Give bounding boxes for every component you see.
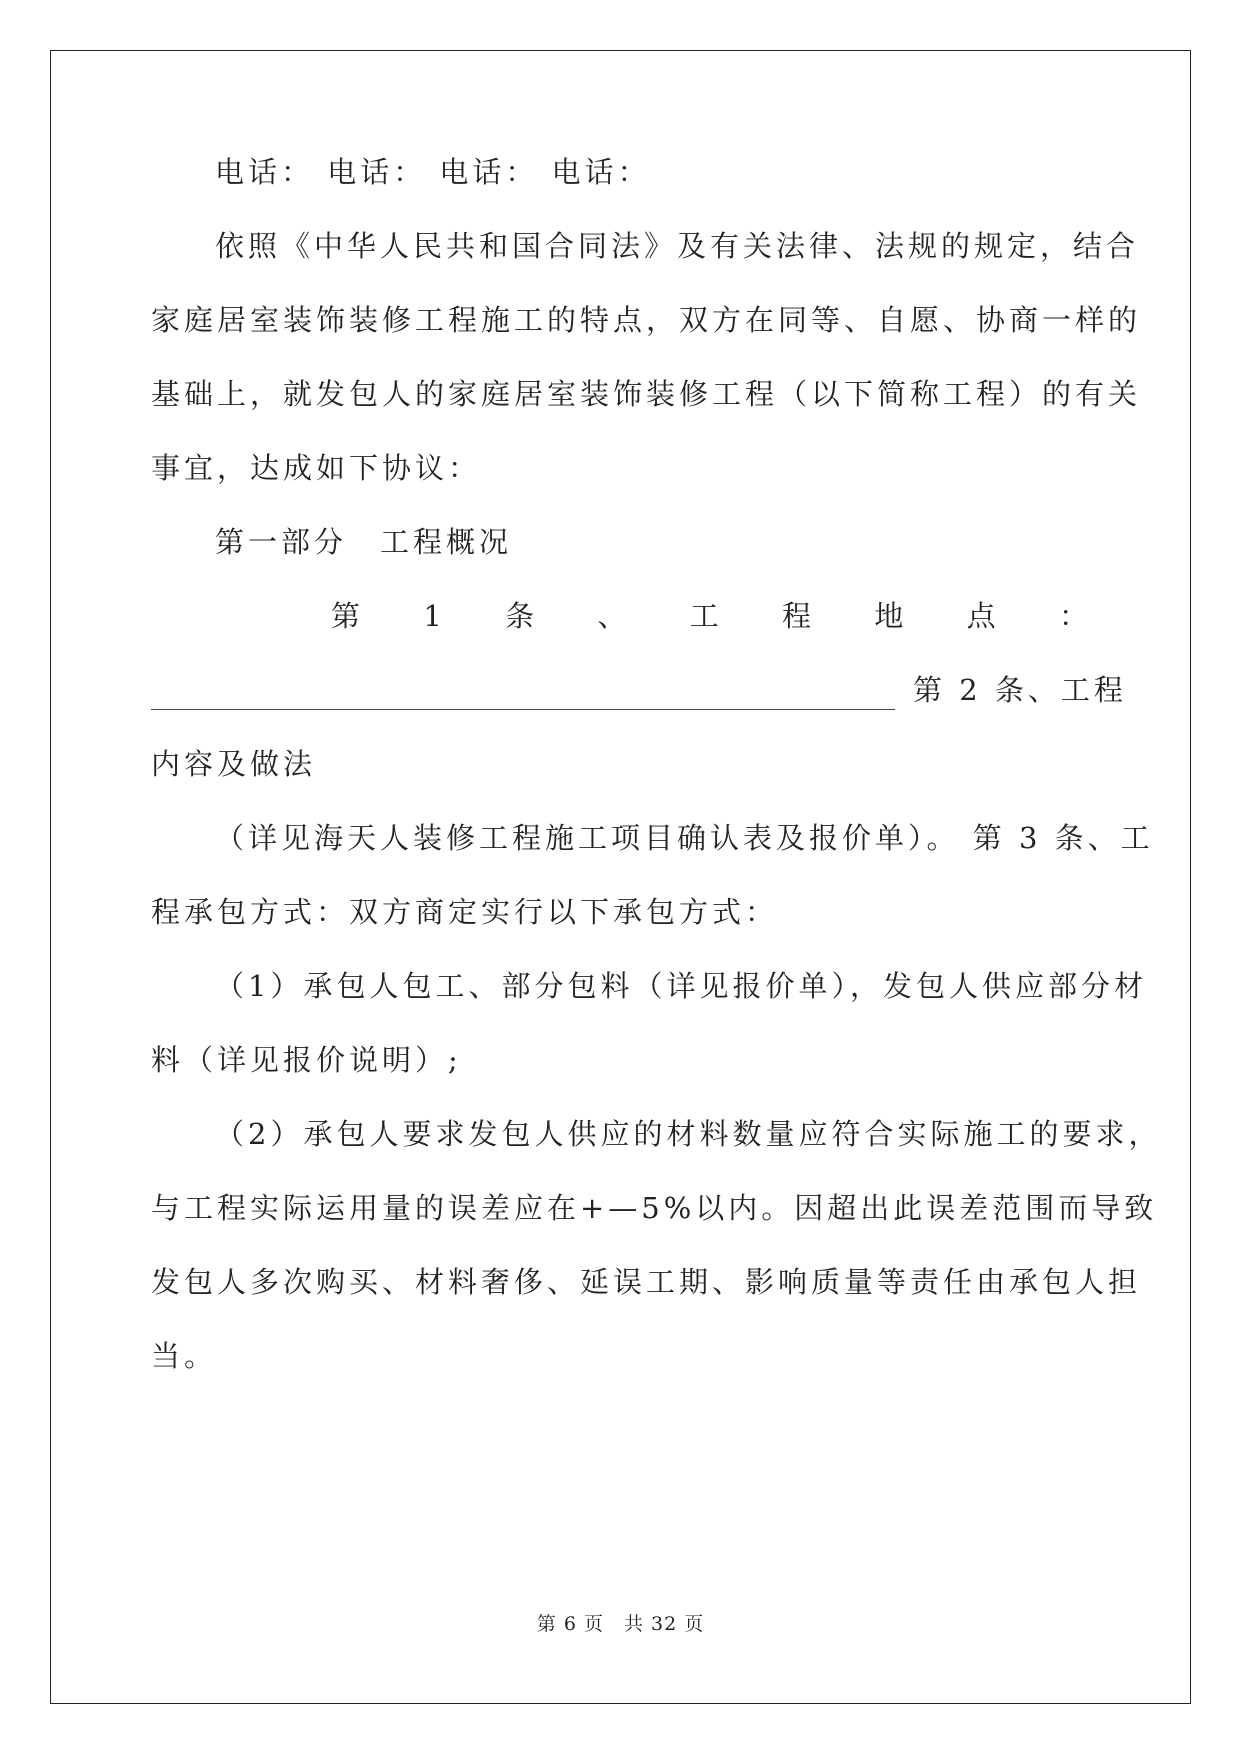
item-2-line-1: （2）承包人要求发包人供应的材料数量应符合实际施工的要求，: [215, 1117, 1162, 1151]
article-1-char: 工: [689, 599, 719, 633]
item-1-line-1: （1）承包人包工、部分包料（详见报价单），发包人供应部分材: [215, 969, 1147, 1003]
article-1-char: 程: [782, 599, 812, 633]
article-1-char: 1: [423, 599, 442, 633]
intro-paragraph-line-1: 依照《中华人民共和国合同法》及有关法律、法规的规定，结合: [215, 229, 1140, 263]
item-2-line-3: 发包人多次购买、材料奢侈、延误工期、影响质量等责任由承包人担: [151, 1265, 1142, 1299]
page-number-footer: 第 6 页 共 32 页: [536, 1613, 705, 1635]
item-1-line-2: 料（详见报价说明）;: [151, 1043, 462, 1077]
article-2-line: [151, 670, 1127, 710]
intro-paragraph-line-2: 家庭居室装饰装修工程施工的特点，双方在同等、自愿、协商一样的: [151, 303, 1142, 337]
article-1-line: [151, 596, 1088, 636]
article-2-heading: 第 2 条、工程: [913, 673, 1127, 707]
item-2-line-4: 当。: [151, 1339, 218, 1373]
article-1-char: 第: [331, 599, 361, 633]
page-border: [50, 50, 1191, 1704]
address-blank-line: [151, 683, 895, 710]
article-1-char: 条: [505, 599, 535, 633]
part-heading: 第一部分 工程概况: [215, 525, 513, 559]
article-1-char: 地: [874, 599, 904, 633]
item-2-line-2: 与工程实际运用量的误差应在+—5%以内。因超出此误差范围而导致: [151, 1191, 1158, 1225]
article-1-char: 点: [966, 599, 996, 633]
article-2-continuation: 内容及做法: [151, 747, 317, 781]
article-1-char: 、: [597, 599, 627, 633]
article-3-line-2: 程承包方式：双方商定实行以下承包方式：: [151, 895, 779, 929]
article-1-char: ：: [1058, 599, 1088, 633]
intro-paragraph-line-3: 基础上，就发包人的家庭居室装饰装修工程（以下简称工程）的有关: [151, 377, 1142, 411]
phone-line: 电话： 电话： 电话： 电话：: [215, 155, 651, 189]
article-3-line-1: （详见海天人装修工程施工项目确认表及报价单）。 第 3 条、工: [215, 821, 1154, 855]
intro-paragraph-line-4: 事宜，达成如下协议：: [151, 451, 482, 485]
